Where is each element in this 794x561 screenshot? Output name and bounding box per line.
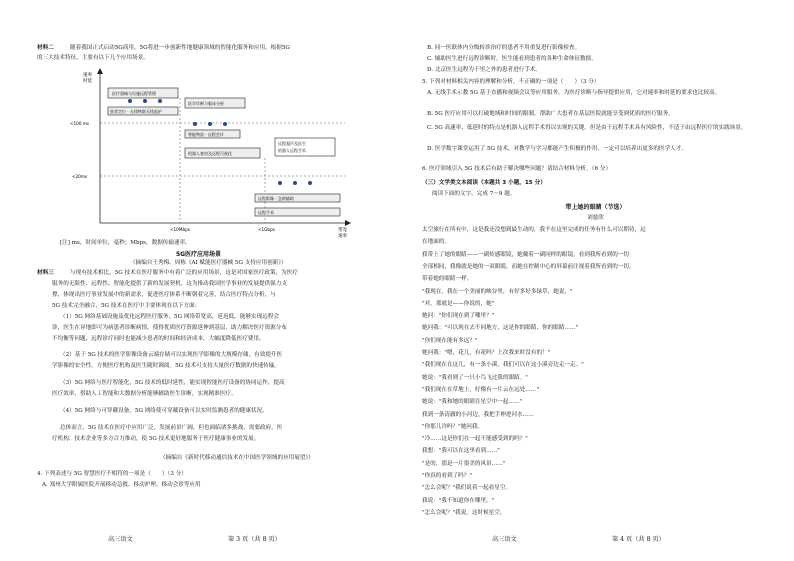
question-5: 5. 下列对材料相关内容的理解和分析，不正确的一项是（ ）（3 分） xyxy=(422,79,600,85)
question-4-option-a: A. 郑州大学附属医院开展移动急救、移动护理、移动会诊等应用 xyxy=(42,482,201,488)
story-line: 她问我："嗯，花儿，有花吗？上次我来时没有的！" xyxy=(422,350,551,356)
story-line: "你那儿冷吗？"她问我。 xyxy=(422,423,484,430)
story-line: "对，那就是——你说的，她" xyxy=(422,300,495,307)
question-4-option: C. 辅助医生进行远程诊断时，医生能看到患者的各种生命体征数据。 xyxy=(427,56,597,62)
scenario-box: 远程手术 xyxy=(258,210,274,215)
x-tick: <1Gbps xyxy=(258,227,275,232)
story-line: "是的，那是一片很美的风景……" xyxy=(422,460,506,467)
story-line: 全部相同，我像就是她的一双眼睛，而她在控制中心的屏幕前注视着我所看到的一切。 xyxy=(422,263,635,270)
scenario-box: 医疗器械与设施远程管理 xyxy=(112,91,156,96)
right-page xyxy=(397,0,794,561)
x-axis-label: 带宽 xyxy=(338,228,348,233)
section-heading: （三）文学类文本阅读（本题共 3 小题，15 分） xyxy=(422,180,546,186)
story-line: 我到一条清澈的小河边，我把手伸进河水…… xyxy=(422,411,534,418)
story-line: 她说："我和她的眼睛在星空中一起……" xyxy=(422,399,523,406)
story-line: 她问："你们现在到了哪里？" xyxy=(422,313,495,320)
footer-subject: 高三语文 xyxy=(492,536,517,543)
material-3-line: 诊，医生在异地即可为病患者诊断病情，使得优质医疗资源延伸到基层，助力解决医疗资源分布 xyxy=(52,325,287,331)
question-4: 4. 下列表述与 5G 智慧医疗不相符的一项是（ ）（3 分） xyxy=(37,471,187,477)
story-line: 我想："我可以在这里看到……" xyxy=(422,448,500,455)
material-3-line: 医疗效率，借助人工智能和大数据分析能够辅助医生诊断，实现精准医疗。 xyxy=(52,391,237,397)
material-3-line: 5G 技术完全融合，5G 技术在医疗中主要体现在以下方面： xyxy=(52,303,201,309)
story-line: "我们现在在这儿，有一条小溪，我们可以在这小溪旁边走一走。" xyxy=(422,362,584,369)
reading-instruction: 阅读下面的文字，完成 7～9 题。 xyxy=(432,191,516,197)
story-line: "怎么会呢？"我说。这时候星空， xyxy=(422,509,506,516)
material-2-label: 材料二 xyxy=(37,45,54,51)
material-3-source: （摘编自《新时代移动通信技术在中国医学领域的应用展望》） xyxy=(160,455,314,461)
story-line: 太空旅行在所有中，这是我还没想到最生动的，我不在这里完成的任务有什么可以期待，远 xyxy=(422,227,646,233)
scenario-box: 智能物流 · 远程会诊 xyxy=(188,132,224,137)
story-line: "我现在，我在一个美丽的峡谷里，有好多好多绿草，她说，" xyxy=(422,288,573,295)
footer-page-number: 第 4 页（共 8 页） xyxy=(612,536,665,543)
svg-text:时延: 时延 xyxy=(83,79,93,84)
material-3-line: 疗机构、技术企业等多方合力推动，使 5G 技术更好地服务于医疗健康事业的发展。 xyxy=(52,436,260,442)
material-3-label: 材料三 xyxy=(37,270,54,276)
question-4-option: D. 北京医生远程为千里之外的患者进行手术。 xyxy=(427,67,542,73)
story-line: "怎么会呢？"我们说着一起看星空。 xyxy=(422,485,512,492)
scenario-box: 远程超声及医生 xyxy=(278,141,306,146)
material-3-line: （4）5G 网络与可穿戴设备，5G 网络使可穿戴设备可以实时监测患者的健康状况。 xyxy=(60,408,268,414)
question-6: 6. 医疗领域引入 5G 技术后有助于解决哪些问题？请结合材料分析。（6 分） xyxy=(422,166,612,172)
story-line: "你真的看到了吗？" xyxy=(422,473,472,479)
material-3-line: （2）基于 5G 技术的医学影像设备云端存储可以实现医学影像的大规模存储，有效提升医 xyxy=(60,352,283,358)
story-title: 带上她的眼睛（节选） xyxy=(565,204,626,211)
material-3-line: 学影像的安全性，方便医疗机构及医生随时调阅。5G 技术可支持大量医疗数据的快速传输。 xyxy=(52,363,280,369)
footer-page-number: 第 3 页（共 8 页） xyxy=(228,536,281,543)
material-2-line: 随着我国正式启动5G商用，5G将进一步创新性地健康领域的智能化服务和应用，根据5G xyxy=(70,45,290,51)
scenario-box: 远程影像 · 急救辅助 xyxy=(258,196,294,201)
material-3-line: 服务的无限性、远程性、智能化提供了新的发展契机。这为推动我国医学事业的发展提供强力支 xyxy=(52,281,287,287)
footer-subject: 高三语文 xyxy=(108,536,133,543)
scenario-box: 机器人查房及远程可视化 xyxy=(188,151,232,156)
story-line: "冷……这是你们在一起不能感受到的吗？" xyxy=(422,436,528,443)
material-3-line: （1）5G 网络基础设施及优化远程医疗服务，5G 网络带宽高，延迟低，能够实现远程会 xyxy=(60,314,279,320)
material-3-line: 不均衡等问题，远程诊疗同时也能减少患者的时间和经济成本，大幅度降低医疗费用。 xyxy=(52,336,265,342)
material-3-line: 撑，体现出医疗事业发展中的新需求，促进医疗体系不断朝着完善，结合医疗特点分析，与 xyxy=(52,292,276,298)
scenario-box: 患者定位 · 无线物联无线监护 xyxy=(110,109,162,114)
y-axis-label: 速率 xyxy=(83,73,93,78)
5g-scenario-diagram xyxy=(70,68,355,239)
y-tick: <20ms xyxy=(72,174,88,179)
svg-text:速率: 速率 xyxy=(338,234,348,239)
story-line: 带着她的眼睛一样。 xyxy=(422,276,473,283)
story-line: 在地面的。 xyxy=(422,239,450,246)
question-5-option: D. 医学数字课堂运用了 5G 技术，对教学与学习都能产生积极的作用，一定可以培养出更多的医学人才。 xyxy=(427,146,687,152)
svg-text:机器人远程手术: 机器人远程手术 xyxy=(278,148,306,153)
question-5-option: B. 5G 医疗应用可以打破地域和时间的限制，帮助广大患者在基层医院就能享受到优质的医疗服务。 xyxy=(427,111,674,117)
story-line: 她说："我看到了一只小鸟飞过我的眼睛。" xyxy=(422,374,528,381)
material-2-line: 的三大技术特征，主要有以下几个应用场景。 xyxy=(37,55,149,61)
story-line: 我带上了她的眼睛——一副传感眼镜，她戴着一副同样的眼镜，看到我所看到的一切 xyxy=(422,251,629,258)
story-line: "你们现在能有多远？" xyxy=(422,337,478,344)
story-line: 我说："我不知道你在哪里。" xyxy=(422,497,495,504)
x-tick: <10Mbps xyxy=(170,227,190,232)
diagram-note: [注] ms，时间单位，毫秒；Mbps，数据传输速率。 xyxy=(60,240,191,246)
question-4-option: B. 同一医联体内分级转诊治疗的患者不用重复进行影像检查。 xyxy=(427,45,581,51)
story-author: 刘慈欣 xyxy=(587,215,604,221)
y-tick: <100 ms xyxy=(70,121,90,126)
question-5-option: C. 5G 高速率、低延时的特点是机器人远程手术得以实现的关键，但是由于远程手术具有风险性，不适于由远程医疗的实践场景。 xyxy=(427,125,747,131)
story-line: 她问我："可以现在去不同地方，这是你的眼睛，你的眼睛……" xyxy=(422,325,579,332)
material-3-line: 与现有技术相比，5G 技术在医疗服务中有着广泛的应用场景，这是对国家医疗政策，为医疗 xyxy=(70,270,298,276)
question-5-option: A. 无线手术示教 5G 基于直播和视频会议等应用服务，为医疗诊断与指导提供应用，它对速率和时延的要求也比较高。 xyxy=(427,90,721,96)
chart-source: （摘编自王秀梅、周栋《AI 赋能医疗器械 5G 支持应用创新》） xyxy=(130,260,287,266)
chart-title: 5G医疗应用场景 xyxy=(175,251,222,258)
story-line: "我们现在在草地上，好像有一片云在远处……" xyxy=(422,386,540,393)
material-3-line: 总体而言，5G 技术在医疗中应用广泛，发展前景广阔，但也面临诸多挑战，需要政府、医 xyxy=(60,425,283,431)
scenario-box: 医学诊断与临床分析 xyxy=(188,101,224,106)
material-3-line: （3）5G 网络与医疗智能化，5G 技术的低时延性，能实现智能医疗设备的协同运作，提高 xyxy=(60,380,285,386)
